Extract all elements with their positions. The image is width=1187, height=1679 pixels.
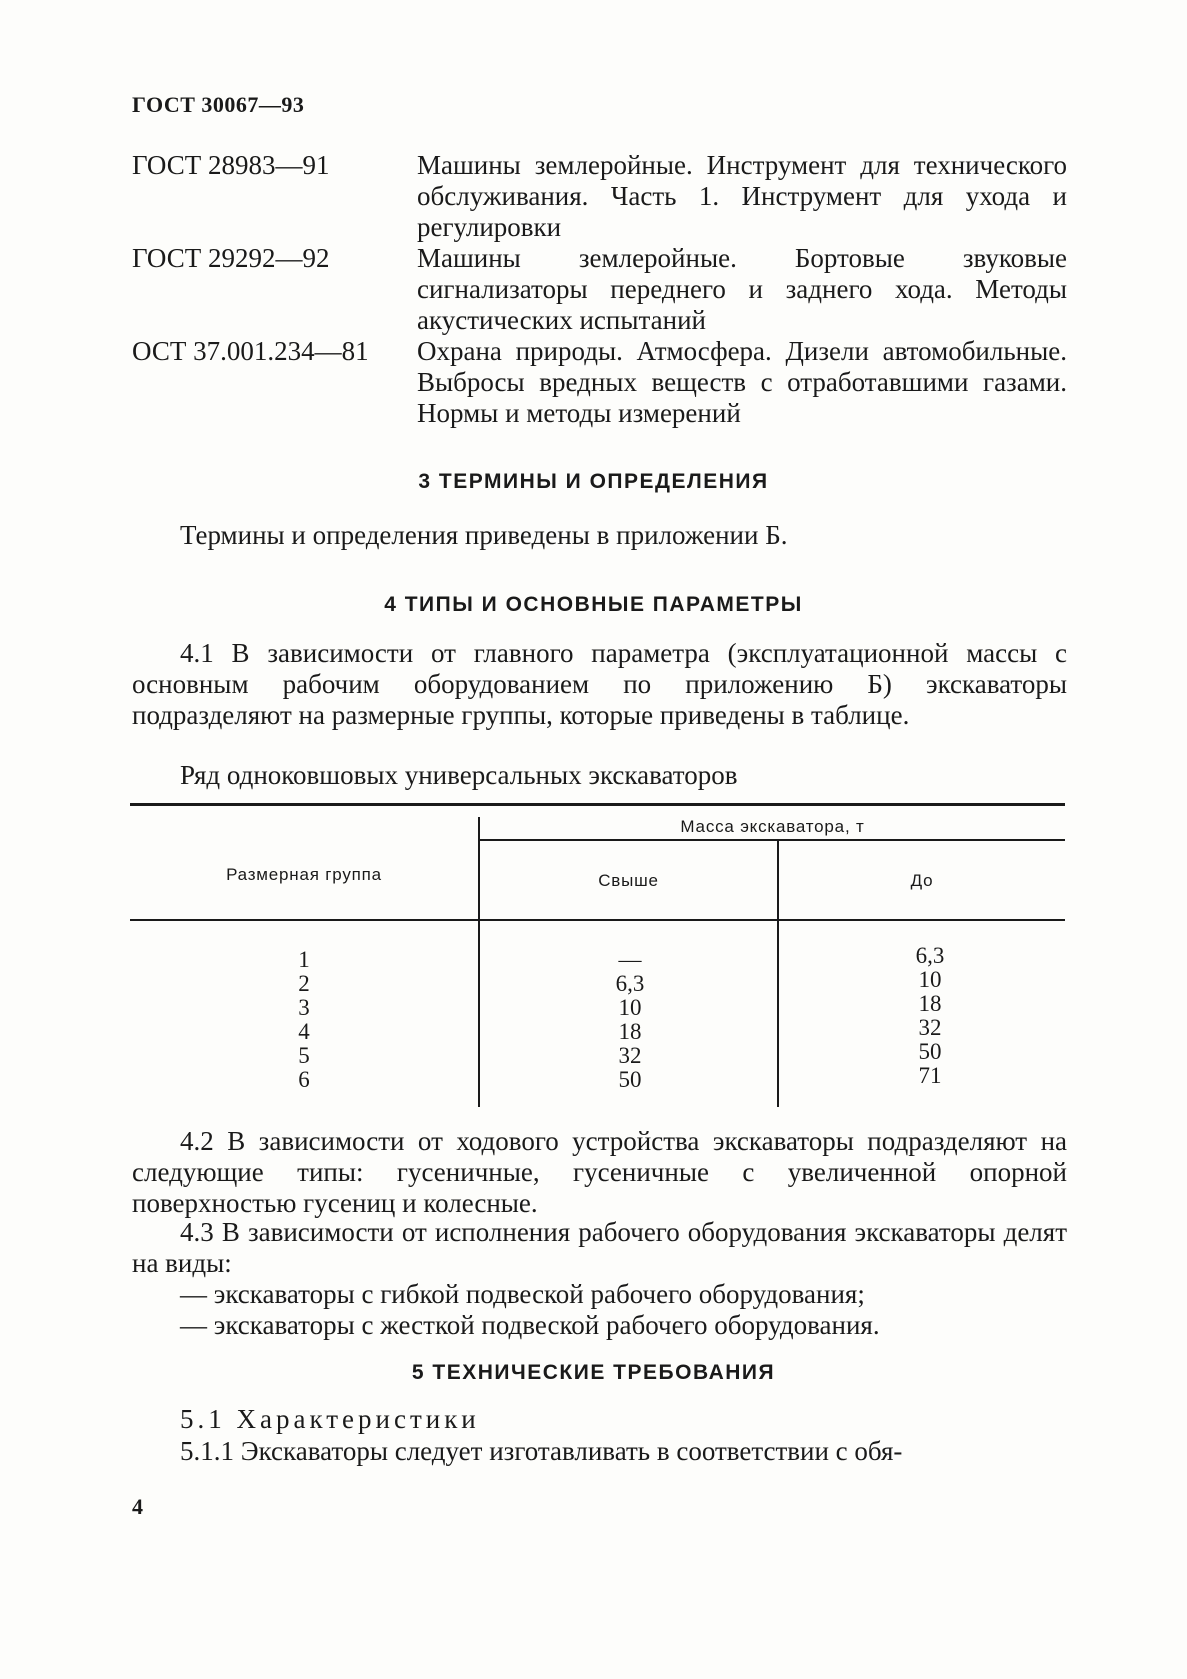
paragraph-4-3: 4.3 В зависимости от исполнения рабочего оборудования экскаваторы делят на виды: — [132, 1217, 1067, 1278]
table-cell: 6,3 — [615, 971, 645, 996]
section-5-heading: 5 ТЕХНИЧЕСКИЕ ТРЕБОВАНИЯ — [411, 1361, 776, 1384]
size-group-table — [130, 803, 1065, 1107]
table-cell: 6,3 — [915, 943, 945, 968]
table-cell: 6 — [298, 1067, 310, 1092]
table-cell: 4 — [298, 1019, 310, 1044]
normative-references — [132, 150, 1067, 429]
column-mass-to — [870, 944, 990, 1088]
reference-title: Машины землеройные. Бортовые звуковые сигнализаторы переднего и заднего хода. Методы акустических испытаний — [417, 243, 1067, 335]
column-header-from: Свыше — [598, 871, 659, 890]
table-cell: 18 — [618, 1019, 642, 1044]
column-header-mass: Масса экскаватора, т — [680, 817, 865, 836]
reference-title: Машины землеройные. Инструмент для технического обслуживания. Часть 1. Инструмент для ухода и регулировки — [417, 150, 1067, 242]
reference-item — [132, 243, 1067, 336]
section-4-heading: 4 ТИПЫ И ОСНОВНЫЕ ПАРАМЕТРЫ — [384, 593, 803, 616]
page-number: 4 — [132, 1494, 143, 1519]
list-item: — экскаваторы с гибкой подвеской рабочего оборудования; — [180, 1279, 865, 1309]
table-cell: 10 — [918, 967, 942, 992]
table-cell: 50 — [918, 1039, 942, 1064]
table-cell: 32 — [618, 1043, 642, 1068]
column-mass-from — [570, 948, 690, 1092]
table-cell: 71 — [918, 1063, 942, 1088]
table-vertical-rule — [478, 817, 480, 1107]
table-cell: 10 — [618, 995, 642, 1020]
section-3-text: Термины и определения приведены в приложении Б. — [180, 520, 788, 550]
table-caption: Ряд одноковшовых универсальных экскаваторов — [180, 760, 738, 790]
column-size-group — [244, 948, 364, 1092]
subsection-5-1-heading: 5.1 Характеристики — [180, 1404, 480, 1434]
reference-item — [132, 336, 1067, 429]
paragraph-4-2: 4.2 В зависимости от ходового устройства экскаваторы подразделяют на следующие типы: гусеничные, гусеничные с увеличенной опорной поверхностью гусениц и колесные. — [132, 1126, 1067, 1218]
table-cell: 18 — [918, 991, 942, 1016]
document-id-header: ГОСТ 30067—93 — [132, 92, 305, 117]
column-header-to: До — [910, 871, 934, 890]
reference-title: Охрана природы. Атмосфера. Дизели автомобильные. Выбросы вредных веществ с отработавшими газами. Нормы и методы измерений — [417, 336, 1067, 428]
reference-code: ОСТ 37.001.234—81 — [132, 336, 369, 366]
paragraph-4-1: 4.1 В зависимости от главного параметра (эксплуатационной массы с основным рабочим оборудованием по приложению Б) экскаваторы подразделяют на размерные группы, которые приведены в таблице. — [132, 638, 1067, 730]
table-cell: 32 — [918, 1015, 942, 1040]
column-header-size-group: Размерная группа — [226, 865, 382, 884]
reference-code: ГОСТ 28983—91 — [132, 150, 330, 180]
list-item: — экскаваторы с жесткой подвеской рабочего оборудования. — [180, 1310, 880, 1340]
table-cell: 2 — [298, 971, 310, 996]
table-top-rule — [130, 803, 1065, 806]
table-header-rule — [480, 839, 1065, 841]
table-cell: 50 — [618, 1067, 642, 1092]
table-cell: — — [618, 947, 642, 972]
paragraph-5-1-1: 5.1.1 Экскаваторы следует изготавливать в соответствии с обя- — [180, 1436, 903, 1466]
section-3-heading: 3 ТЕРМИНЫ И ОПРЕДЕЛЕНИЯ — [418, 470, 769, 493]
table-cell: 1 — [298, 947, 310, 972]
table-header-bottom-rule — [130, 919, 1065, 921]
reference-item — [132, 150, 1067, 243]
table-cell: 3 — [298, 995, 310, 1020]
reference-code: ГОСТ 29292—92 — [132, 243, 330, 273]
table-cell: 5 — [298, 1043, 310, 1068]
